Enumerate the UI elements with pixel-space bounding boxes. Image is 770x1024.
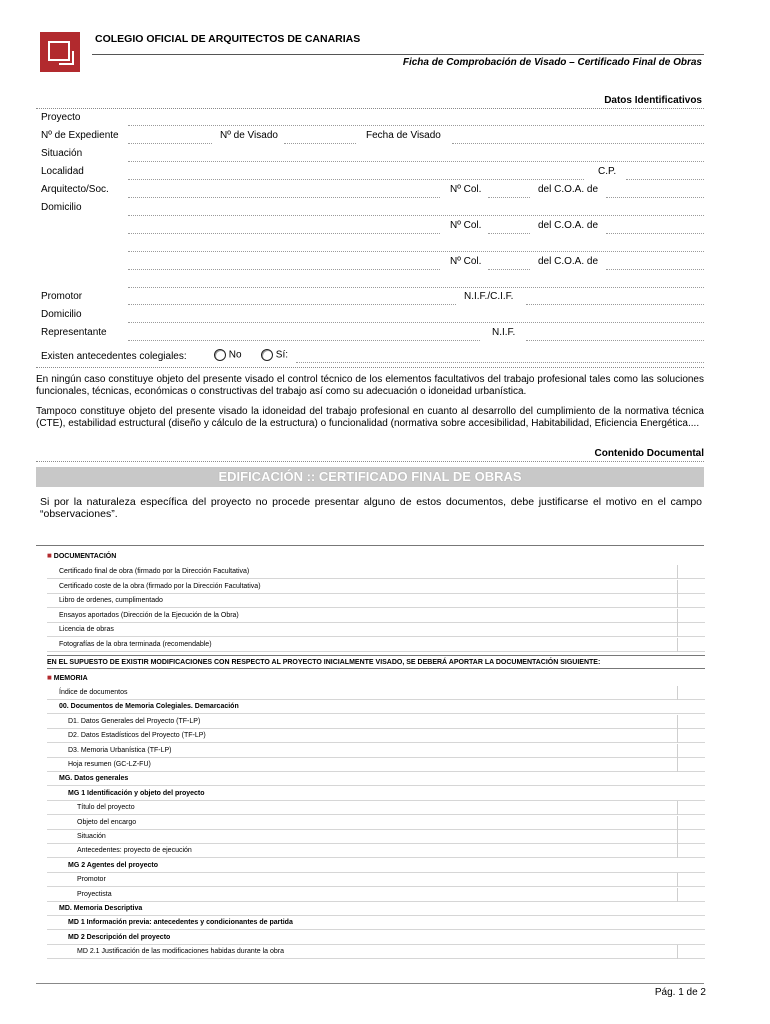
table-row: [47, 830, 705, 844]
table-top-border: [36, 545, 704, 546]
nif-cif-field[interactable]: [526, 293, 704, 305]
arquitecto3-field[interactable]: [128, 258, 440, 270]
arquitecto2-field[interactable]: [128, 222, 440, 234]
section-divider: [36, 108, 704, 109]
row-label: MD 2 Descripción del proyecto: [68, 933, 171, 941]
row-label: Certificado coste de la obra (firmado por la Dirección Facultativa): [59, 582, 261, 590]
datos-heading: Datos Identificativos: [604, 95, 702, 106]
ncol2-field[interactable]: [488, 222, 530, 234]
coa2-field[interactable]: [606, 222, 704, 234]
ncol3-label: Nº Col.: [450, 256, 482, 267]
row-label: MG 2 Agentes del proyecto: [68, 861, 158, 869]
cp-label: C.P.: [598, 166, 617, 177]
row-checkbox[interactable]: [677, 580, 705, 594]
ncol3-field[interactable]: [488, 258, 530, 270]
row-label: Objeto del encargo: [77, 818, 137, 826]
table-row: [47, 945, 705, 959]
documentacion-title: DOCUMENTACIÓN: [53, 553, 117, 560]
contenido-intro: Si por la naturaleza específica del proyecto no procede presentar alguno de estos documentos, debe justificarse el motivo en el campo “observaciones”.: [40, 496, 702, 520]
coa-label: del C.O.A. de: [538, 184, 599, 195]
domicilio-field[interactable]: [128, 204, 704, 216]
localidad-label: Localidad: [41, 166, 84, 177]
antecedentes-si-option[interactable]: [261, 349, 288, 361]
radio-si-label: Sí:: [275, 349, 289, 361]
table-row: [47, 787, 705, 801]
row-label: Promotor: [77, 876, 106, 884]
row-label: Licencia de obras: [59, 626, 114, 633]
coac-logo: [40, 32, 80, 72]
row-label: Proyectista: [77, 890, 112, 898]
fecha-visado-label: Fecha de Visado: [366, 130, 441, 141]
row-label: Hoja resumen (GC-LZ-FU): [68, 761, 151, 768]
row-checkbox[interactable]: [677, 638, 705, 652]
documentacion-header: [47, 549, 705, 563]
arquitecto-field[interactable]: [128, 186, 440, 198]
table-row: [47, 623, 705, 637]
band-title: EDIFICACIÓN :: CERTIFICADO FINAL DE OBRAS: [218, 469, 522, 484]
table-row: [47, 609, 705, 623]
table-row: [47, 873, 705, 887]
memoria-title: MEMORIA: [53, 675, 88, 682]
modificaciones-note: EN EL SUPUESTO DE EXISTIR MODIFICACIONES CON RESPECTO AL PROYECTO INICIALMENTE VISADO, SE DEBERÁ APORTAR LA DOCUMENTACIÓN SIGUIENTE:: [47, 655, 705, 669]
row-checkbox[interactable]: [677, 744, 705, 758]
row-label: MD 2.1 Justificación de las modificaciones habidas durante la obra: [77, 948, 285, 956]
promotor-domicilio-label: Domicilio: [41, 309, 82, 320]
row-checkbox[interactable]: [677, 715, 705, 729]
row-checkbox[interactable]: [677, 801, 705, 815]
fecha-visado-field[interactable]: [452, 132, 704, 144]
table-row: [47, 844, 705, 858]
domicilio3-field[interactable]: [128, 276, 704, 288]
proyecto-label: Proyecto: [41, 112, 81, 123]
row-label: 00. Documentos de Memoria Colegiales. Demarcación: [59, 703, 239, 711]
row-label: Certificado final de obra (firmado por la Dirección Facultativa): [59, 568, 250, 575]
row-checkbox[interactable]: [677, 609, 705, 623]
table-row: [47, 816, 705, 830]
situacion-label: Situación: [41, 148, 83, 159]
representante-field[interactable]: [128, 329, 480, 341]
row-label: Ensayos aportados (Dirección de la Ejecución de la Obra): [59, 611, 239, 619]
row-label: D2. Datos Estadísticos del Proyecto (TF-LP): [68, 732, 206, 740]
bullet-icon: ■: [47, 673, 52, 682]
row-label: Título del proyecto: [77, 804, 135, 812]
domicilio-label: Domicilio: [41, 202, 82, 213]
nif-label: N.I.F.: [492, 327, 516, 338]
representante-label: Representante: [41, 327, 107, 338]
coa3-label: del C.O.A. de: [538, 256, 599, 267]
row-label: MD 1 Información previa: antecedentes y condicionantes de partida: [68, 919, 293, 927]
footer-divider: [36, 983, 704, 984]
visado-field[interactable]: [284, 132, 356, 144]
row-checkbox[interactable]: [677, 623, 705, 637]
memoria-header: [47, 671, 705, 685]
radio-no-label: No: [228, 349, 242, 361]
nif-cif-label: N.I.F./C.I.F.: [464, 291, 514, 302]
row-label: MD. Memoria Descriptiva: [59, 905, 143, 912]
bullet-icon: ■: [47, 551, 52, 560]
header-divider: [92, 54, 704, 55]
table-row: [47, 729, 705, 743]
table-row: [47, 931, 705, 945]
promotor-domicilio-field[interactable]: [128, 311, 704, 323]
table-row: [47, 700, 705, 714]
table-row: [47, 744, 705, 758]
cp-field[interactable]: [626, 168, 704, 180]
ncol2-label: Nº Col.: [450, 220, 482, 231]
table-row: [47, 801, 705, 815]
notice-paragraph-2: Tampoco constituye objeto del presente visado la idoneidad del trabajo profesional en cuanto al desarrollo del cumplimiento de la normativa técnica (CTE), estabilidad estructural (diseño y cálculo de la estructura) o funcionalidad (normativa sobre accesibilidad, Habitabilidad, Eficiencia Energética....: [36, 406, 704, 429]
row-label: Libro de ordenes, cumplimentado: [59, 597, 163, 604]
form-subtitle: Ficha de Comprobación de Visado – Certificado Final de Obras: [402, 57, 702, 68]
table-row: [47, 594, 705, 608]
row-checkbox[interactable]: [677, 594, 705, 608]
row-checkbox[interactable]: [677, 873, 705, 887]
promotor-label: Promotor: [41, 291, 83, 302]
row-label: D1. Datos Generales del Proyecto (TF-LP): [68, 717, 201, 725]
table-row: [47, 888, 705, 902]
row-checkbox[interactable]: [677, 830, 705, 844]
table-row: [47, 580, 705, 594]
antecedentes-si-field[interactable]: [296, 351, 704, 363]
situacion-field[interactable]: [128, 150, 704, 162]
row-checkbox[interactable]: [677, 565, 705, 579]
org-name: COLEGIO OFICIAL DE ARQUITECTOS DE CANARIAS: [95, 33, 361, 45]
table-row: [47, 686, 705, 700]
localidad-field[interactable]: [128, 168, 584, 180]
visado-label: Nº de Visado: [220, 130, 278, 141]
table-row: [47, 772, 705, 786]
coa-field[interactable]: [606, 186, 704, 198]
row-checkbox[interactable]: [677, 945, 705, 959]
section-band: [36, 467, 704, 487]
antecedentes-label: Existen antecedentes colegiales:: [41, 351, 187, 362]
ncol-field[interactable]: [488, 186, 530, 198]
expediente-field[interactable]: [128, 132, 212, 144]
row-label: Índice de documentos: [59, 689, 128, 696]
row-label: Antecedentes: proyecto de ejecución: [77, 847, 192, 855]
coa2-label: del C.O.A. de: [538, 220, 599, 231]
arquitecto-label: Arquitecto/Soc.: [41, 184, 109, 195]
row-checkbox[interactable]: [677, 844, 705, 858]
row-checkbox[interactable]: [677, 888, 705, 902]
row-label: Fotografías de la obra terminada (recomendable): [59, 640, 212, 648]
section-divider: [36, 461, 704, 462]
section-divider: [36, 367, 704, 368]
proyecto-field[interactable]: [128, 114, 704, 126]
notice-paragraph-1: En ningún caso constituye objeto del presente visado el control técnico de los elementos facultativos del trabajo profesional tales como las soluciones funcionales, técnicas, económicas o constructivas del trabajo así como su adecuación o idoneidad urbanística.: [36, 374, 704, 397]
row-label: Situación: [77, 833, 106, 840]
table-row: [47, 565, 705, 579]
row-label: D3. Memoria Urbanística (TF-LP): [68, 746, 172, 754]
domicilio2-field[interactable]: [128, 240, 704, 252]
row-checkbox[interactable]: [677, 729, 705, 743]
table-row: [47, 902, 705, 916]
radio-si[interactable]: [261, 349, 273, 361]
table-row: [47, 638, 705, 652]
row-checkbox[interactable]: [677, 686, 705, 700]
row-checkbox[interactable]: [677, 758, 705, 772]
table-row: [47, 715, 705, 729]
row-label: MG 1 Identificación y objeto del proyecto: [68, 789, 205, 797]
contenido-heading: Contenido Documental: [594, 448, 704, 459]
antecedentes-no-option[interactable]: [214, 349, 242, 361]
row-checkbox[interactable]: [677, 816, 705, 830]
table-row: [47, 758, 705, 772]
promotor-field[interactable]: [128, 293, 456, 305]
page-number: Pág. 1 de 2: [654, 987, 706, 998]
expediente-label: Nº de Expediente: [41, 130, 119, 141]
table-row: [47, 859, 705, 873]
ncol-label: Nº Col.: [450, 184, 482, 195]
row-label: MG. Datos generales: [59, 775, 129, 783]
table-row: [47, 916, 705, 930]
nif-field[interactable]: [526, 329, 704, 341]
coa3-field[interactable]: [606, 258, 704, 270]
radio-no[interactable]: [214, 349, 226, 361]
